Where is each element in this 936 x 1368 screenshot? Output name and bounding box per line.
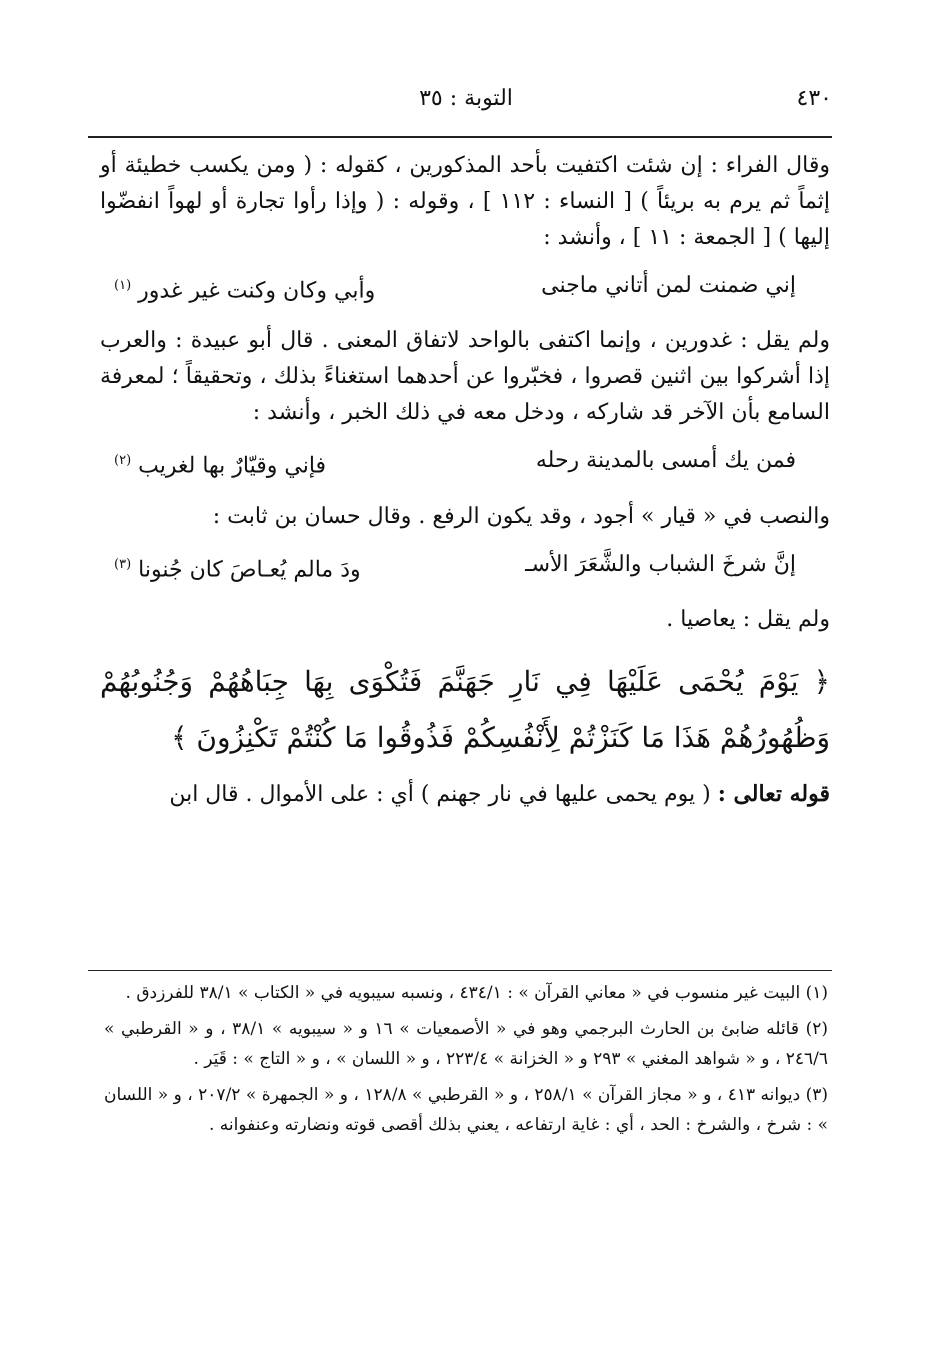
main-text bbox=[100, 148, 830, 819]
paragraph-farra: وقال الفراء : إن شئت اكتفيت بأحد المذكورين ، كقوله : ( ومن يكسب خطيئة أو إثماً ثم يرم به بريئاً ) [ النساء : ١١٢ ] ، وقوله : ( وإذا رأوا تجارة أو لهواً انفضّوا إليها ) [ الجمعة : ١١ ] ، وأنشد : bbox=[100, 153, 830, 250]
footnote-marker-2: (٢) bbox=[114, 453, 132, 469]
running-title: التوبة : ٣٥ bbox=[419, 86, 513, 111]
poetry-verse-3 bbox=[100, 545, 830, 590]
header-rule bbox=[88, 136, 832, 138]
verse-1-first-hemistich: إني ضمنت لمن أتاني ماجنى bbox=[541, 273, 796, 298]
poetry-verse-1 bbox=[100, 266, 830, 311]
footnote-1: (١) البيت غير منسوب في « معاني القرآن » : ٤٣٤/١ ، ونسبه سيبويه في « الكتاب » ٣٨/١ للفرزدق . bbox=[125, 983, 828, 1003]
verse-1-second-hemistich: وأبي وكان وكنت غير غدور bbox=[138, 278, 376, 304]
quran-verse: ﴿ يَوْمَ يُحْمَى عَلَيْهَا فِي نَارِ جَهَنَّمَ فَتُكْوَى بِهَا جِبَاهُهُمْ وَجُنُوبُهُمْ وَظُهُورُهُمْ هَذَا مَا كَنَزْتُمْ لِأَنْفُسِكُمْ فَذُوقُوا مَا كُنْتُمْ تَكْنِزُونَ ﴾ bbox=[100, 664, 830, 754]
paragraph-abu-ubayda: ولم يقل : غدورين ، وإنما اكتفى بالواحد لاتفاق المعنى . قال أبو عبيدة : والعرب إذا أشركوا بين اثنين قصروا ، فخبّروا عن أحدهما استغناءً بذلك ، وتحقيقاً ؛ لمعرفة السامع بأن الآخر قد شاركه ، ودخل معه في ذلك الخبر ، وأنشد : bbox=[100, 328, 830, 426]
footnote-3: (٣) ديوانه ٤١٣ ، و « مجاز القرآن » ٢٥٨/١ ، و « القرطبي » ١٢٨/٨ ، و « الجمهرة » ٢٠٧/٢ ، و « اللسان » : شرخ ، والشرخ : الحد ، أي : غاية ارتفاعه ، يعني بذلك أقصى قوته ونضارته وعنفوانه . bbox=[104, 1085, 829, 1135]
footnote-2: (٢) قائله ضابئ بن الحارث البرجمي وهو في « الأصمعيات » ١٦ و « سيبويه » ٣٨/١ ، و « القرطبي » ٢٤٦/٦ ، و « شواهد المغني » ٢٩٣ و « الخزانة » ٢٢٣/٤ ، و « اللسان » ، و « التاج » : قَيَر . bbox=[104, 1019, 828, 1069]
commentary-text: ( يوم يحمى عليها في نار جهنم ) أي : على الأموال . قال ابن bbox=[169, 781, 711, 807]
commentary-lead: قوله تعالى : bbox=[717, 780, 830, 807]
footnote-marker-3: (٣) bbox=[114, 556, 132, 572]
poetry-verse-2 bbox=[100, 441, 830, 486]
footnote-marker-1: (١) bbox=[114, 278, 132, 293]
verse-3-first-hemistich: إنَّ شرخَ الشباب والشَّعَرَ الأسـ bbox=[525, 551, 796, 577]
paragraph-commentary bbox=[100, 776, 830, 813]
paragraph-yuasiya: ولم يقل : يعاصيا . bbox=[666, 606, 830, 632]
verse-2-second-hemistich: فإني وقيّارٌ بها لغريب bbox=[138, 453, 327, 479]
page-header bbox=[100, 86, 832, 120]
verse-2-first-hemistich: فمن يك أمسى بالمدينة رحله bbox=[535, 448, 796, 474]
paragraph-nasb: والنصب في « قيار » أجود ، وقد يكون الرفع . وقال حسان بن ثابت : bbox=[212, 503, 830, 529]
footnotes bbox=[104, 978, 828, 1146]
page-number: ٤٣٠ bbox=[796, 86, 832, 111]
footnote-rule bbox=[88, 970, 832, 971]
verse-3-second-hemistich: ودَ مالم يُعـاصَ كان جُنونا bbox=[138, 556, 361, 582]
